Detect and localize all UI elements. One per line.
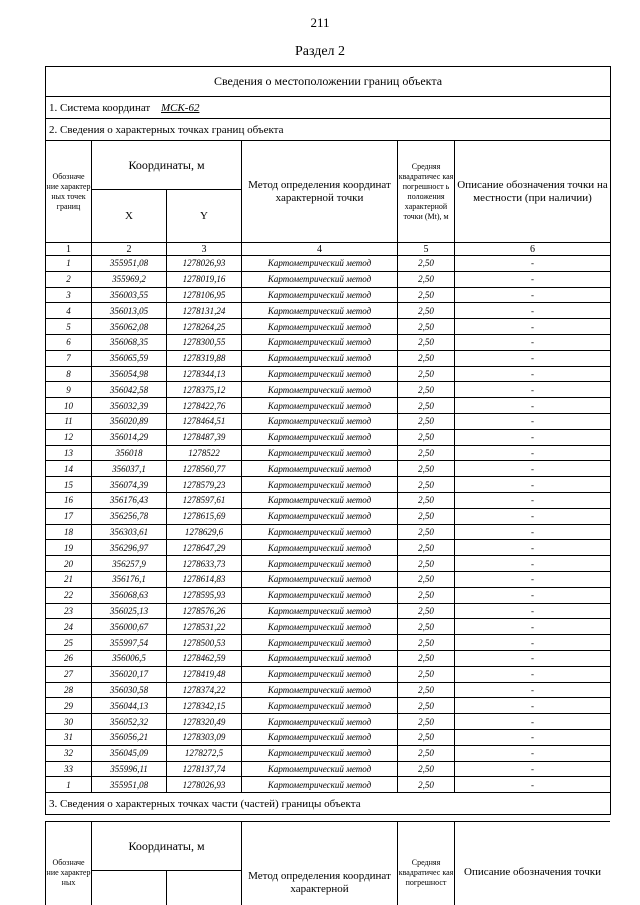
point-description: - bbox=[455, 398, 611, 414]
point-number: 10 bbox=[46, 398, 92, 414]
point-x: 356032,39 bbox=[92, 398, 167, 414]
point-y: 1278560,77 bbox=[167, 461, 242, 477]
point-x: 356000,67 bbox=[92, 619, 167, 635]
column-number: 2 bbox=[92, 243, 167, 256]
point-accuracy: 2,50 bbox=[398, 729, 455, 745]
point-accuracy: 2,50 bbox=[398, 524, 455, 540]
point-accuracy: 2,50 bbox=[398, 445, 455, 461]
point-x: 355951,08 bbox=[92, 777, 167, 793]
point-x: 356052,32 bbox=[92, 714, 167, 730]
point-method: Картометрический метод bbox=[242, 666, 398, 682]
point-x: 356003,55 bbox=[92, 287, 167, 303]
point-y: 1278615,69 bbox=[167, 508, 242, 524]
header-coordinates: Координаты, м bbox=[92, 141, 242, 190]
point-x: 355996,11 bbox=[92, 761, 167, 777]
point-accuracy: 2,50 bbox=[398, 398, 455, 414]
point-number: 16 bbox=[46, 492, 92, 508]
point-number: 5 bbox=[46, 319, 92, 335]
point-description: - bbox=[455, 524, 611, 540]
point-number: 18 bbox=[46, 524, 92, 540]
point-method: Картометрический метод bbox=[242, 413, 398, 429]
point-y: 1278374,22 bbox=[167, 682, 242, 698]
page-number: 211 bbox=[310, 15, 330, 30]
point-method: Картометрический метод bbox=[242, 287, 398, 303]
point-method: Картометрический метод bbox=[242, 556, 398, 572]
point-method: Картометрический метод bbox=[242, 650, 398, 666]
point-description: - bbox=[455, 745, 611, 761]
point-method: Картометрический метод bbox=[242, 729, 398, 745]
point-description: - bbox=[455, 256, 611, 272]
point-x: 356303,61 bbox=[92, 524, 167, 540]
point-y: 1278342,15 bbox=[167, 698, 242, 714]
point-method: Картометрический метод bbox=[242, 524, 398, 540]
point-y: 1278419,48 bbox=[167, 666, 242, 682]
table-row bbox=[46, 635, 611, 651]
point-description: - bbox=[455, 603, 611, 619]
table-row bbox=[46, 729, 611, 745]
header-description: Описание обозначения точки на местности (при наличии) bbox=[455, 141, 611, 243]
point-y: 1278320,49 bbox=[167, 714, 242, 730]
point-y: 1278137,74 bbox=[167, 761, 242, 777]
point-accuracy: 2,50 bbox=[398, 319, 455, 335]
point-x: 356176,1 bbox=[92, 571, 167, 587]
part-header-method: Метод определения координат характерной bbox=[242, 822, 398, 905]
point-description: - bbox=[455, 587, 611, 603]
table-row bbox=[46, 524, 611, 540]
point-y: 1278633,73 bbox=[167, 556, 242, 572]
table-row bbox=[46, 382, 611, 398]
point-description: - bbox=[455, 571, 611, 587]
point-method: Картометрический метод bbox=[242, 256, 398, 272]
point-accuracy: 2,50 bbox=[398, 571, 455, 587]
point-y: 1278500,53 bbox=[167, 635, 242, 651]
point-accuracy: 2,50 bbox=[398, 698, 455, 714]
table-row bbox=[46, 287, 611, 303]
point-x: 355951,08 bbox=[92, 256, 167, 272]
point-description: - bbox=[455, 492, 611, 508]
point-accuracy: 2,50 bbox=[398, 714, 455, 730]
points-section-title: 2. Сведения о характерных точках границ объекта bbox=[46, 119, 611, 141]
point-accuracy: 2,50 bbox=[398, 303, 455, 319]
point-y: 1278272,5 bbox=[167, 745, 242, 761]
point-description: - bbox=[455, 761, 611, 777]
point-accuracy: 2,50 bbox=[398, 477, 455, 493]
point-x: 356045,09 bbox=[92, 745, 167, 761]
point-method: Картометрический метод bbox=[242, 761, 398, 777]
boundary-table bbox=[45, 66, 611, 815]
point-x: 356296,97 bbox=[92, 540, 167, 556]
point-number: 1 bbox=[46, 256, 92, 272]
point-x: 356257,9 bbox=[92, 556, 167, 572]
part-table bbox=[45, 821, 610, 905]
table-row bbox=[46, 413, 611, 429]
point-description: - bbox=[455, 540, 611, 556]
point-method: Картометрический метод bbox=[242, 319, 398, 335]
point-method: Картометрический метод bbox=[242, 571, 398, 587]
point-method: Картометрический метод bbox=[242, 492, 398, 508]
point-description: - bbox=[455, 508, 611, 524]
part-section-title: 3. Сведения о характерных точках части (частей) границы объекта bbox=[46, 793, 611, 815]
point-x: 356006,5 bbox=[92, 650, 167, 666]
point-x: 356068,35 bbox=[92, 334, 167, 350]
header-accuracy: Средняя квадратичес кая погрешност ь положения характерной точки (Mt), м bbox=[398, 141, 455, 243]
point-y: 1278303,09 bbox=[167, 729, 242, 745]
points-section-row bbox=[46, 119, 611, 141]
point-number: 23 bbox=[46, 603, 92, 619]
point-accuracy: 2,50 bbox=[398, 413, 455, 429]
point-method: Картометрический метод bbox=[242, 477, 398, 493]
part-header-coordinates: Координаты, м bbox=[92, 822, 242, 871]
boundary-table-container bbox=[45, 66, 610, 815]
point-number: 15 bbox=[46, 477, 92, 493]
table-row bbox=[46, 619, 611, 635]
point-accuracy: 2,50 bbox=[398, 603, 455, 619]
point-y: 1278579,23 bbox=[167, 477, 242, 493]
point-accuracy: 2,50 bbox=[398, 429, 455, 445]
point-y: 1278522 bbox=[167, 445, 242, 461]
point-x: 356054,98 bbox=[92, 366, 167, 382]
point-number: 1 bbox=[46, 777, 92, 793]
part-table-container bbox=[45, 800, 610, 905]
point-method: Картометрический метод bbox=[242, 461, 398, 477]
coordinate-system-label: 1. Система координат bbox=[49, 101, 151, 114]
table-title: Сведения о местоположении границ объекта bbox=[46, 67, 611, 97]
table-row bbox=[46, 587, 611, 603]
point-accuracy: 2,50 bbox=[398, 540, 455, 556]
point-accuracy: 2,50 bbox=[398, 350, 455, 366]
table-title-row bbox=[46, 67, 611, 97]
table-row bbox=[46, 350, 611, 366]
point-description: - bbox=[455, 477, 611, 493]
table-row bbox=[46, 571, 611, 587]
point-number: 8 bbox=[46, 366, 92, 382]
header-y: Y bbox=[167, 190, 242, 243]
point-x: 356256,78 bbox=[92, 508, 167, 524]
point-y: 1278106,95 bbox=[167, 287, 242, 303]
point-y: 1278462,59 bbox=[167, 650, 242, 666]
table-row bbox=[46, 334, 611, 350]
point-y: 1278131,24 bbox=[167, 303, 242, 319]
point-description: - bbox=[455, 413, 611, 429]
point-number: 12 bbox=[46, 429, 92, 445]
point-description: - bbox=[455, 429, 611, 445]
point-method: Картометрический метод bbox=[242, 540, 398, 556]
point-description: - bbox=[455, 334, 611, 350]
point-description: - bbox=[455, 619, 611, 635]
point-x: 356068,63 bbox=[92, 587, 167, 603]
point-y: 1278422,76 bbox=[167, 398, 242, 414]
point-accuracy: 2,50 bbox=[398, 761, 455, 777]
point-accuracy: 2,50 bbox=[398, 366, 455, 382]
point-method: Картометрический метод bbox=[242, 619, 398, 635]
table-row bbox=[46, 461, 611, 477]
point-method: Картометрический метод bbox=[242, 698, 398, 714]
point-description: - bbox=[455, 635, 611, 651]
point-method: Картометрический метод bbox=[242, 745, 398, 761]
point-x: 356014,29 bbox=[92, 429, 167, 445]
point-method: Картометрический метод bbox=[242, 350, 398, 366]
point-x: 355997,54 bbox=[92, 635, 167, 651]
coordinate-system-value: МСК-62 bbox=[160, 101, 200, 114]
coordinate-system bbox=[46, 97, 611, 119]
point-description: - bbox=[455, 461, 611, 477]
point-number: 30 bbox=[46, 714, 92, 730]
column-numbers-row bbox=[46, 243, 611, 256]
point-number: 11 bbox=[46, 413, 92, 429]
point-accuracy: 2,50 bbox=[398, 619, 455, 635]
part-header-point-name: Обозначе ние характер ных bbox=[46, 822, 92, 905]
point-description: - bbox=[455, 714, 611, 730]
point-method: Картометрический метод bbox=[242, 777, 398, 793]
table-row bbox=[46, 698, 611, 714]
point-x: 356030,58 bbox=[92, 682, 167, 698]
point-description: - bbox=[455, 682, 611, 698]
point-method: Картометрический метод bbox=[242, 271, 398, 287]
column-number: 3 bbox=[167, 243, 242, 256]
table-row bbox=[46, 256, 611, 272]
table-row bbox=[46, 303, 611, 319]
table-row bbox=[46, 319, 611, 335]
point-number: 9 bbox=[46, 382, 92, 398]
point-number: 22 bbox=[46, 587, 92, 603]
point-y: 1278576,26 bbox=[167, 603, 242, 619]
point-y: 1278647,29 bbox=[167, 540, 242, 556]
point-method: Картометрический метод bbox=[242, 587, 398, 603]
point-number: 32 bbox=[46, 745, 92, 761]
point-number: 26 bbox=[46, 650, 92, 666]
point-y: 1278464,51 bbox=[167, 413, 242, 429]
point-accuracy: 2,50 bbox=[398, 777, 455, 793]
column-number: 4 bbox=[242, 243, 398, 256]
header-method: Метод определения координат характерной точки bbox=[242, 141, 398, 243]
point-y: 1278026,93 bbox=[167, 777, 242, 793]
table-row bbox=[46, 429, 611, 445]
coordinate-system-row bbox=[46, 97, 611, 119]
point-number: 4 bbox=[46, 303, 92, 319]
point-x: 356020,17 bbox=[92, 666, 167, 682]
table-row bbox=[46, 271, 611, 287]
point-number: 14 bbox=[46, 461, 92, 477]
table-row bbox=[46, 761, 611, 777]
column-number: 5 bbox=[398, 243, 455, 256]
point-x: 356074,39 bbox=[92, 477, 167, 493]
column-number: 6 bbox=[455, 243, 611, 256]
table-row bbox=[46, 714, 611, 730]
point-method: Картометрический метод bbox=[242, 635, 398, 651]
point-x: 356044,13 bbox=[92, 698, 167, 714]
table-row bbox=[46, 745, 611, 761]
point-number: 24 bbox=[46, 619, 92, 635]
point-accuracy: 2,50 bbox=[398, 287, 455, 303]
point-y: 1278597,61 bbox=[167, 492, 242, 508]
point-x: 356176,43 bbox=[92, 492, 167, 508]
point-method: Картометрический метод bbox=[242, 445, 398, 461]
table-row bbox=[46, 603, 611, 619]
point-description: - bbox=[455, 319, 611, 335]
point-number: 6 bbox=[46, 334, 92, 350]
point-number: 25 bbox=[46, 635, 92, 651]
point-x: 356013,05 bbox=[92, 303, 167, 319]
table-row bbox=[46, 445, 611, 461]
point-x: 356020,89 bbox=[92, 413, 167, 429]
point-accuracy: 2,50 bbox=[398, 508, 455, 524]
point-number: 17 bbox=[46, 508, 92, 524]
section-title: Раздел 2 bbox=[294, 44, 346, 59]
table-row bbox=[46, 682, 611, 698]
table-row bbox=[46, 777, 611, 793]
header-row-1 bbox=[46, 141, 611, 190]
point-x: 356042,58 bbox=[92, 382, 167, 398]
table-row bbox=[46, 366, 611, 382]
table-row bbox=[46, 508, 611, 524]
point-description: - bbox=[455, 729, 611, 745]
point-accuracy: 2,50 bbox=[398, 666, 455, 682]
column-number: 1 bbox=[46, 243, 92, 256]
point-y: 1278019,16 bbox=[167, 271, 242, 287]
point-description: - bbox=[455, 666, 611, 682]
point-number: 21 bbox=[46, 571, 92, 587]
point-y: 1278629,6 bbox=[167, 524, 242, 540]
point-y: 1278375,12 bbox=[167, 382, 242, 398]
point-method: Картометрический метод bbox=[242, 682, 398, 698]
table-row bbox=[46, 477, 611, 493]
part-header-y bbox=[167, 871, 242, 905]
point-number: 33 bbox=[46, 761, 92, 777]
point-y: 1278595,93 bbox=[167, 587, 242, 603]
point-number: 3 bbox=[46, 287, 92, 303]
point-accuracy: 2,50 bbox=[398, 382, 455, 398]
point-number: 28 bbox=[46, 682, 92, 698]
point-number: 27 bbox=[46, 666, 92, 682]
point-accuracy: 2,50 bbox=[398, 461, 455, 477]
point-y: 1278300,55 bbox=[167, 334, 242, 350]
point-method: Картометрический метод bbox=[242, 334, 398, 350]
table-row bbox=[46, 398, 611, 414]
points-body bbox=[46, 256, 611, 793]
point-accuracy: 2,50 bbox=[398, 745, 455, 761]
point-description: - bbox=[455, 287, 611, 303]
point-x: 356018 bbox=[92, 445, 167, 461]
point-number: 31 bbox=[46, 729, 92, 745]
point-description: - bbox=[455, 303, 611, 319]
point-number: 7 bbox=[46, 350, 92, 366]
point-number: 2 bbox=[46, 271, 92, 287]
point-y: 1278487,39 bbox=[167, 429, 242, 445]
point-accuracy: 2,50 bbox=[398, 256, 455, 272]
point-method: Картометрический метод bbox=[242, 366, 398, 382]
point-accuracy: 2,50 bbox=[398, 556, 455, 572]
point-x: 355969,2 bbox=[92, 271, 167, 287]
point-method: Картометрический метод bbox=[242, 382, 398, 398]
table-row bbox=[46, 666, 611, 682]
point-description: - bbox=[455, 556, 611, 572]
point-accuracy: 2,50 bbox=[398, 492, 455, 508]
point-x: 356025,13 bbox=[92, 603, 167, 619]
point-accuracy: 2,50 bbox=[398, 587, 455, 603]
point-number: 29 bbox=[46, 698, 92, 714]
point-accuracy: 2,50 bbox=[398, 635, 455, 651]
header-point-name: Обозначе ние характер ных точек границ bbox=[46, 141, 92, 243]
point-x: 356056,21 bbox=[92, 729, 167, 745]
part-header-x bbox=[92, 871, 167, 905]
part-header-row-1 bbox=[46, 822, 611, 871]
point-x: 356062,08 bbox=[92, 319, 167, 335]
point-method: Картометрический метод bbox=[242, 429, 398, 445]
point-y: 1278344,13 bbox=[167, 366, 242, 382]
point-method: Картометрический метод bbox=[242, 398, 398, 414]
point-accuracy: 2,50 bbox=[398, 334, 455, 350]
point-description: - bbox=[455, 777, 611, 793]
point-accuracy: 2,50 bbox=[398, 271, 455, 287]
table-row bbox=[46, 492, 611, 508]
point-description: - bbox=[455, 271, 611, 287]
point-y: 1278264,25 bbox=[167, 319, 242, 335]
table-row bbox=[46, 650, 611, 666]
point-description: - bbox=[455, 445, 611, 461]
point-number: 19 bbox=[46, 540, 92, 556]
point-description: - bbox=[455, 698, 611, 714]
point-method: Картометрический метод bbox=[242, 603, 398, 619]
part-header-accuracy: Средняя квадратичес кая погрешност bbox=[398, 822, 455, 905]
point-x: 356065,59 bbox=[92, 350, 167, 366]
point-accuracy: 2,50 bbox=[398, 682, 455, 698]
table-row bbox=[46, 540, 611, 556]
point-y: 1278614,83 bbox=[167, 571, 242, 587]
point-description: - bbox=[455, 650, 611, 666]
point-accuracy: 2,50 bbox=[398, 650, 455, 666]
point-y: 1278026,93 bbox=[167, 256, 242, 272]
part-header-description: Описание обозначения точки bbox=[455, 822, 611, 905]
point-method: Картометрический метод bbox=[242, 714, 398, 730]
point-number: 20 bbox=[46, 556, 92, 572]
point-description: - bbox=[455, 350, 611, 366]
header-x: X bbox=[92, 190, 167, 243]
point-number: 13 bbox=[46, 445, 92, 461]
point-description: - bbox=[455, 366, 611, 382]
point-y: 1278319,88 bbox=[167, 350, 242, 366]
point-x: 356037,1 bbox=[92, 461, 167, 477]
point-method: Картометрический метод bbox=[242, 508, 398, 524]
point-description: - bbox=[455, 382, 611, 398]
table-row bbox=[46, 556, 611, 572]
point-method: Картометрический метод bbox=[242, 303, 398, 319]
point-y: 1278531,22 bbox=[167, 619, 242, 635]
